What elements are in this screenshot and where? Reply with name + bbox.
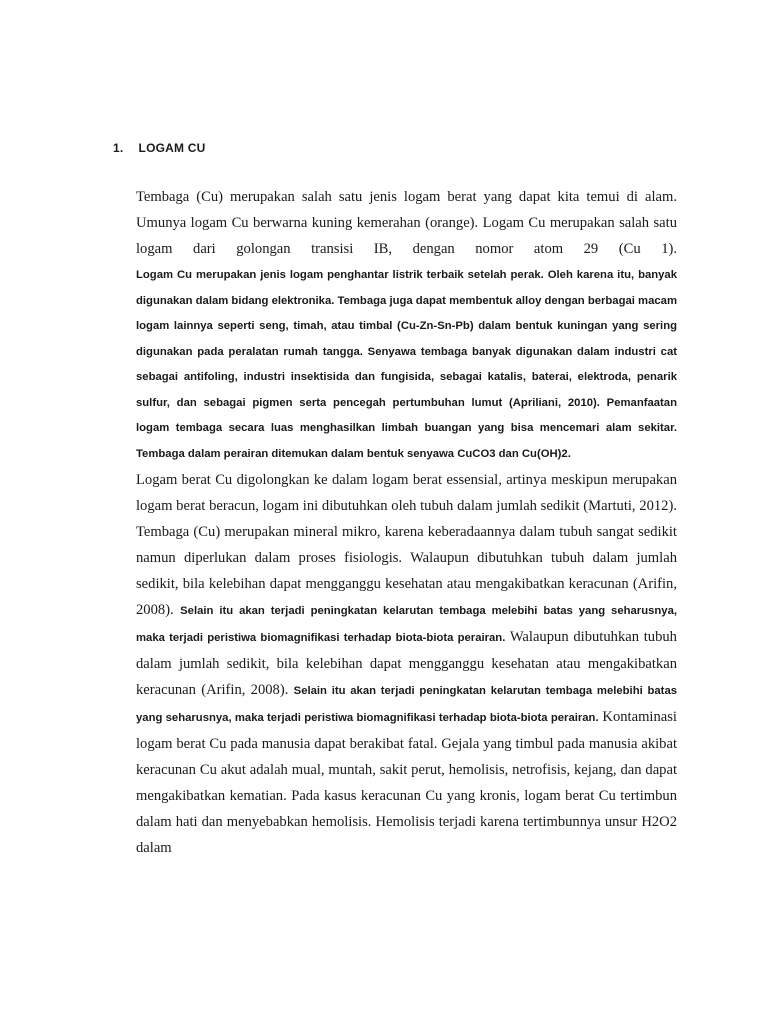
toxicity-bold-1: Selain itu akan terjadi peningkatan kelarutan tembaga melebihi batas yang seharusnya, maka terjadi peristiwa biomagnifikasi terhadap biota-biota perairan.: [136, 605, 677, 644]
toxicity-text-3: Kontaminasi logam berat Cu pada manusia dapat berakibat fatal. Gejala yang timbul pada manusia akibat keracunan Cu akut adalah mual, muntah, sakit perut, hemolisis, netrofisis, kejang, dan dapat mengakibatkan kematian. Pada kasus keracunan Cu yang kronis, logam berat Cu tertimbun dalam hati dan menyebabkan hemolisis. Hemolisis terjadi karena tertimbunnya unsur H2O2 dalam: [136, 709, 677, 856]
toxicity-bold-2: Selain itu akan terjadi peningkatan kelarutan tembaga melebihi batas yang seharusnya, maka terjadi peristiwa biomagnifikasi terhadap biota-biota perairan.: [136, 685, 678, 724]
toxicity-text-2: Walaupun dibutuhkan tubuh dalam jumlah sedikit, bila kelebihan dapat mengganggu kesehatan atau mengakibatkan keracunan (Arifin, 2008).: [136, 629, 677, 698]
document-body: [136, 184, 677, 861]
toxicity-text-1: Logam berat Cu digolongkan ke dalam logam berat essensial, artinya meskipun merupakan logam berat beracun, logam ini dibutuhkan oleh tubuh dalam jumlah sedikit (Martuti, 2012). Tembaga (Cu) merupakan mineral mikro, karena keberadaannya dalam tubuh sangat sedikit namun diperlukan dalam proses fisiologis. Walaupun dibutuhkan tubuh dalam jumlah sedikit, bila kelebihan dapat mengganggu kesehatan atau mengakibatkan keracunan (Arifin, 2008).: [136, 472, 677, 618]
paragraph-toxicity: [136, 467, 677, 861]
paragraph-intro: Tembaga (Cu) merupakan salah satu jenis logam berat yang dapat kita temui di alam. Umunya logam Cu berwarna kuning kemerahan (orange). Logam Cu merupakan salah satu logam dari golongan transisi IB, dengan nomor atom 29 (Cu 1).: [136, 189, 677, 257]
section-heading: [113, 141, 205, 155]
section-title: LOGAM CU: [138, 141, 206, 155]
section-number: 1.: [113, 141, 124, 155]
paragraph-uses: Logam Cu merupakan jenis logam penghantar listrik terbaik setelah perak. Oleh karena itu, banyak digunakan dalam bidang elektronika. Tembaga juga dapat membentuk alloy dengan berbagai macam logam lainnya seperti seng, timah, atau timbal (Cu-Zn-Sn-Pb) dalam bentuk kuningan yang sering digunakan pada peralatan rumah tangga. Senyawa tembaga banyak digunakan dalam industri cat sebagai antifoling, industri insektisida dan fungisida, sebagai katalis, baterai, elektroda, penarik sulfur, dan sebagai pigmen serta pencegah pertumbuhan lumut (Apriliani, 2010). Pemanfaatan logam tembaga secara luas menghasilkan limbah buangan yang bisa mencemari alam sekitar. Tembaga dalam perairan ditemukan dalam bentuk senyawa CuCO3 dan Cu(OH)2.: [136, 269, 677, 460]
